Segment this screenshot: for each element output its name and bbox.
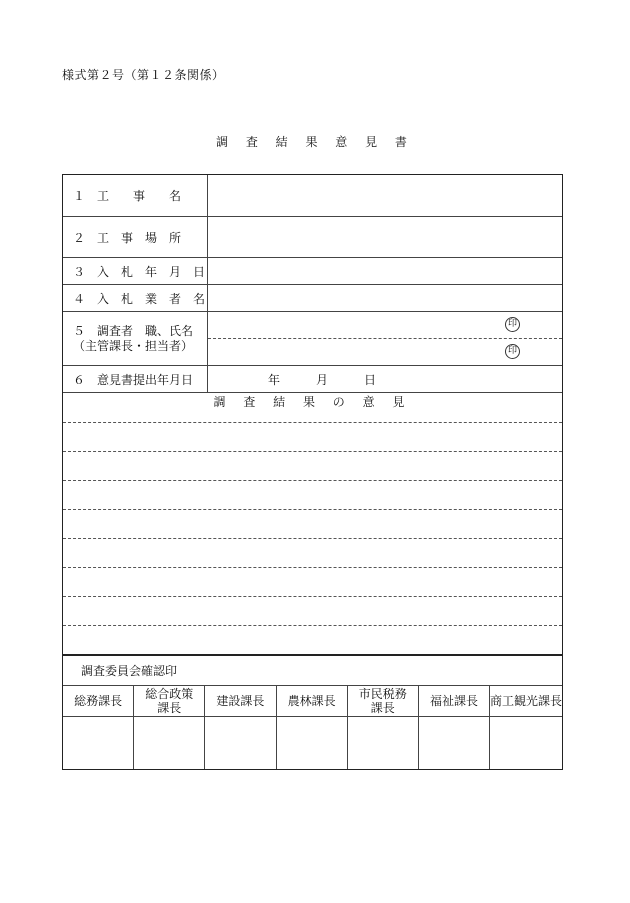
row-submit-date [63,366,562,393]
field-construction-name[interactable] [208,175,562,216]
label-bid-date: ３ 入 札 年 月 日 [63,258,208,284]
row-construction-site [63,217,562,258]
seal-column [134,686,205,769]
opinion-form [62,174,563,770]
confirmation-title: 調査委員会確認印 [63,656,562,686]
seal-column-head: 福祉課長 [419,686,489,717]
field-bid-date[interactable] [208,258,562,284]
opinion-line[interactable] [63,452,562,481]
label-investigator [63,312,208,365]
seal-column [277,686,348,769]
seal-box[interactable] [63,717,133,769]
seal-grid [63,686,562,769]
label-investigator-main: ５ 調査者 職、氏名 [73,323,194,338]
field-manager-name[interactable] [208,312,562,339]
label-construction-name: １ 工 事 名 [63,175,208,216]
label-construction-site: ２ 工 事 場 所 [63,217,208,257]
seal-icon: 印 [505,344,520,359]
row-investigator [63,312,562,366]
seal-column-head: 総合政策 課長 [134,686,204,717]
seal-column-head: 農林課長 [277,686,347,717]
seal-box[interactable] [277,717,347,769]
field-bidder[interactable] [208,285,562,311]
label-submit-date: ６ 意見書提出年月日 [63,366,208,392]
field-staff-name[interactable] [208,339,562,366]
document-title: 調 査 結 果 意 見 書 [216,135,414,149]
seal-box[interactable] [419,717,489,769]
field-submit-date[interactable]: 年 月 日 [268,372,377,387]
seal-icon: 印 [505,317,520,332]
row-bid-date [63,258,562,285]
seal-column [205,686,276,769]
seal-column-head: 商工観光課長 [490,686,562,717]
seal-column-head: 市民税務 課長 [348,686,418,717]
seal-column [490,686,562,769]
committee-confirmation [63,655,562,769]
seal-box[interactable] [490,717,562,769]
seal-column [419,686,490,769]
seal-column [348,686,419,769]
row-construction-name [63,175,562,217]
opinion-line[interactable] [63,539,562,568]
seal-box[interactable] [348,717,418,769]
seal-box[interactable] [134,717,204,769]
opinion-title: 調 査 結 果 の 意 見 [63,393,562,423]
opinion-line[interactable] [63,568,562,597]
seal-column [63,686,134,769]
opinion-line[interactable] [63,423,562,452]
label-investigator-sub: （主管課長・担当者） [73,338,194,353]
opinion-line[interactable] [63,481,562,510]
seal-column-head: 建設課長 [205,686,275,717]
opinion-line[interactable] [63,597,562,626]
label-bidder: ４ 入 札 業 者 名 [63,285,208,311]
seal-column-head: 総務課長 [63,686,133,717]
row-bidder [63,285,562,312]
field-construction-site[interactable] [208,217,562,257]
opinion-line[interactable] [63,510,562,539]
field-investigator [208,312,562,365]
opinion-line[interactable] [63,626,562,655]
seal-box[interactable] [205,717,275,769]
form-number: 様式第２号（第１２条関係） [62,68,225,82]
